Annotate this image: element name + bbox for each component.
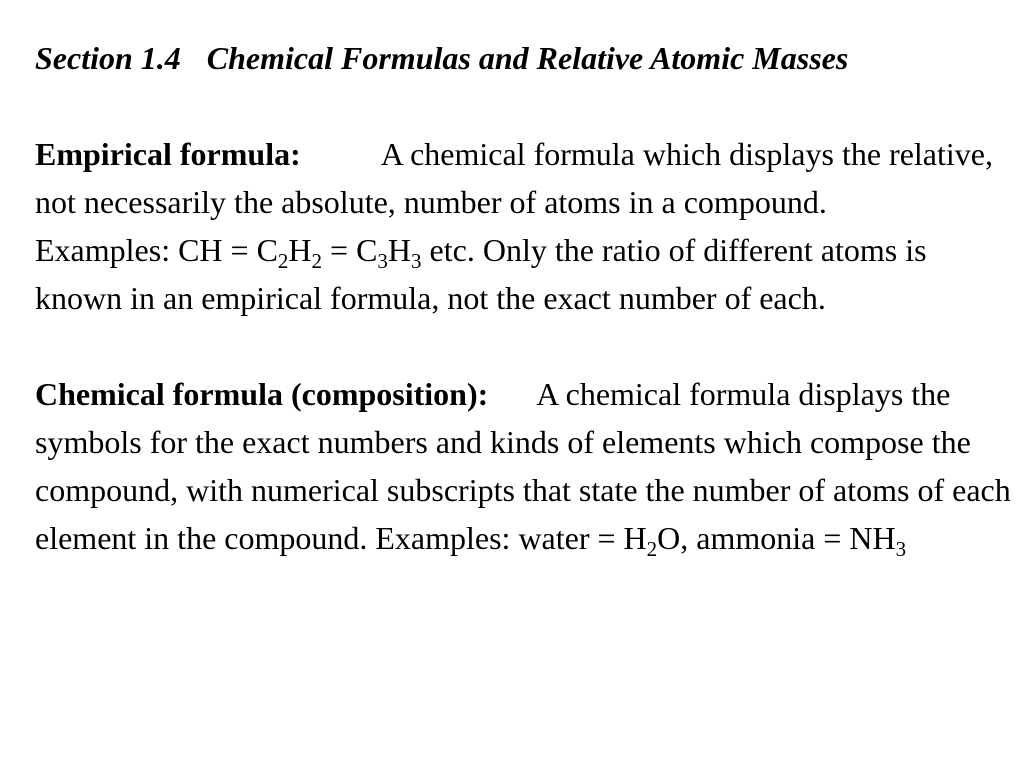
element-symbol: H	[288, 232, 312, 268]
subscript: 2	[277, 249, 289, 273]
subscript: 3	[411, 249, 422, 273]
subscript: 2	[646, 537, 658, 561]
examples-lead: Examples: CH = C	[35, 232, 278, 268]
empirical-definition-text: A chemical formula which displays the relative, not necessarily the absolute, number of atoms in a compound.	[35, 136, 993, 220]
empirical-examples	[35, 226, 1020, 322]
empirical-definition	[35, 130, 1020, 226]
empirical-term: Empirical formula:	[35, 136, 301, 172]
element-symbol: H	[387, 232, 412, 268]
section-number: Section 1.4	[35, 40, 181, 76]
examples-tail: etc. Only the ratio of different atoms is known in an empirical formula, not the exact number of each.	[35, 232, 927, 316]
section-heading	[35, 34, 1020, 82]
chemical-examples-tail: O, ammonia = NH	[657, 520, 896, 556]
blank-line	[35, 322, 1020, 370]
chemical-definition-text: A chemical formula displays the symbols for the exact numbers and kinds of elements which compose the compound, with numerical subscripts that state the number of atoms of each element in the compound. Examples: water = H	[35, 376, 1011, 556]
chemical-definition	[35, 370, 1020, 562]
blank-line	[35, 82, 1020, 130]
subscript: 2	[311, 249, 323, 273]
slide-content	[35, 34, 1020, 562]
equals-text: = C	[322, 232, 378, 268]
section-title: Chemical Formulas and Relative Atomic Masses	[206, 40, 849, 76]
chemical-term: Chemical formula (composition):	[35, 376, 489, 412]
subscript: 3	[895, 537, 907, 561]
subscript: 3	[377, 249, 388, 273]
